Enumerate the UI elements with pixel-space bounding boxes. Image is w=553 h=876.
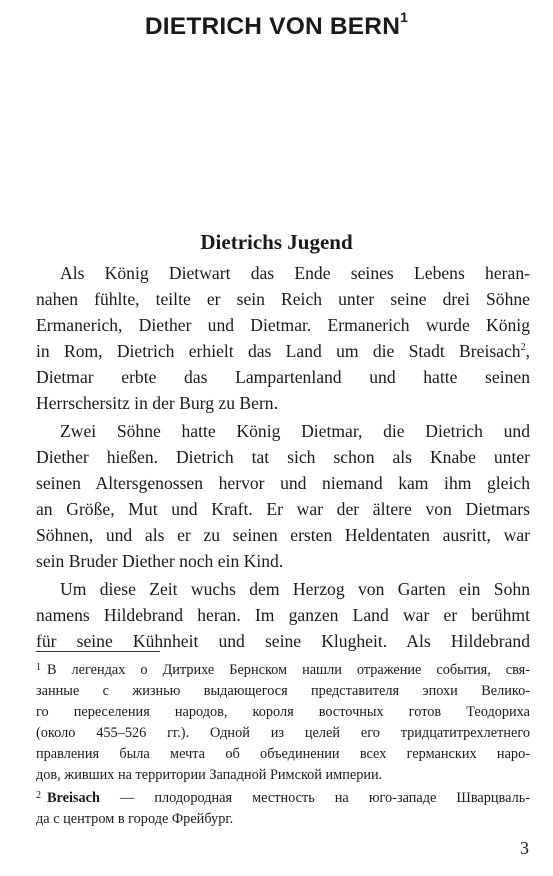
footnote-2-text: — плодородная местность на юго-западе Шварцваль-: [99, 790, 530, 806]
body-line: namens Hildebrand heran. Im ganzen Land war er berühmt: [36, 605, 530, 625]
title-footnote-mark: 1: [400, 9, 409, 25]
body-line: Diether hießen. Dietrich tat sich schon als Knabe unter: [36, 447, 530, 467]
page-number: 3: [520, 838, 529, 858]
footnote-ref-2: 2: [520, 342, 526, 354]
body-line: Als König Dietwart das Ende seines Lebens heran-: [60, 263, 530, 283]
chapter-title: Dietrichs Jugend: [200, 230, 353, 254]
body-line: seinen Altersgenossen hervor und niemand kam ihm gleich: [36, 473, 530, 493]
footnote-1-line: В легендах о Дитрихе Бернском нашли отражение события, свя-: [47, 662, 530, 678]
body-line: nahen fühlte, teilte er sein Reich unter seine drei Söhne: [36, 289, 530, 309]
body-line: sein Bruder Diether noch ein Kind.: [36, 551, 284, 571]
body-line-text: in Rom, Dietrich erhielt das Land um die Stadt Breisach: [36, 341, 521, 361]
body-line: [36, 338, 530, 364]
footnote-2-term: Breisach: [47, 790, 100, 806]
footnote-1-line: (около 455–526 гг.). Одной из целей его тридцатитрехлетнего: [36, 725, 530, 741]
footnote-2-mark: 2: [36, 790, 41, 801]
body-line: für seine Kühnheit und seine Klugheit. Als Hildebrand: [36, 631, 530, 651]
page-title-text: DIETRICH VON BERN: [144, 13, 401, 41]
footnote-2-line: да с центром в городе Фрейбург.: [36, 811, 234, 827]
body-line: Zwei Söhne hatte König Dietmar, die Dietrich und: [60, 421, 530, 441]
footnote-2-line: [47, 788, 530, 809]
body-line: Dietmar erbte das Lampartenland und hatte seinen: [36, 367, 530, 387]
footnote-1-line: дов, живших на территории Западной Римской империи.: [36, 767, 383, 783]
body-line: Söhnen, und als er zu seinen ersten Heldentaten ausritt, war: [36, 525, 530, 545]
body-line-punct: ,: [525, 341, 530, 361]
footnote-1-line: го переселения народов, короля восточных готов Теодориха: [36, 704, 530, 720]
body-line: Um diese Zeit wuchs dem Herzog von Garten ein Sohn: [60, 579, 530, 599]
footnote-1-mark: 1: [36, 662, 41, 673]
body-line: Ermanerich, Diether und Dietmar. Ermanerich wurde König: [36, 315, 530, 335]
body-line: Herrschersitz in der Burg zu Bern.: [36, 393, 278, 413]
body-line: an Größe, Mut und Kraft. Er war der ältere von Dietmars: [36, 499, 530, 519]
footnote-1-line: занные с жизнью выдающегося представителя эпохи Велико-: [36, 683, 530, 699]
footnote-divider: [36, 651, 160, 652]
page-title: [0, 9, 553, 41]
footnote-1-line: правления была мечта об объединении всех германских наро-: [36, 746, 530, 762]
